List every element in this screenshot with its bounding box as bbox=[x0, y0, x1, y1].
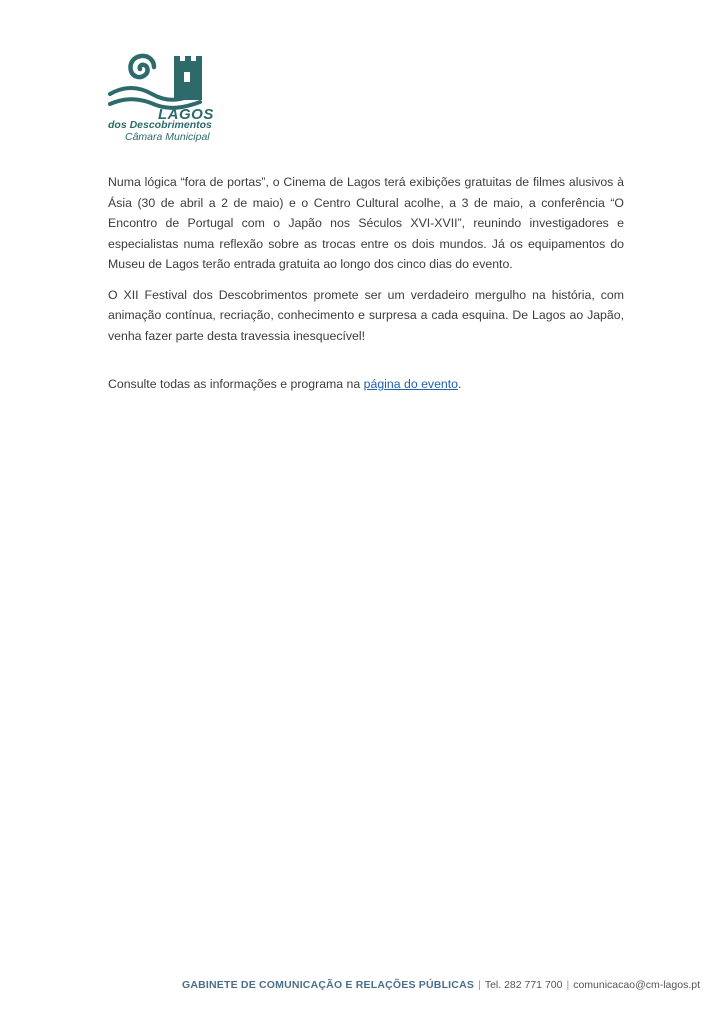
footer-separator: | bbox=[478, 979, 481, 991]
footer-separator-2: | bbox=[566, 979, 570, 991]
footer-department: GABINETE DE COMUNICAÇÃO E RELAÇÕES PÚBLICAS bbox=[181, 979, 475, 991]
logo-subtitle: dos Descobrimentos bbox=[108, 119, 212, 131]
logo-lagos-text: LAGOS bbox=[158, 106, 214, 123]
cta-end: . bbox=[458, 377, 462, 391]
lagos-logo bbox=[108, 50, 218, 142]
paragraph-cta bbox=[108, 374, 624, 395]
footer-email[interactable]: comunicacao@cm-lagos.pt bbox=[573, 979, 700, 991]
event-page-link[interactable]: página do evento bbox=[363, 377, 459, 391]
paragraph-cinema: Numa lógica “fora de portas”, o Cinema de Lagos terá exibições gratuitas de filmes alusivos à Ásia (30 de abril a 2 de maio) e o Centro Cultural acolhe, a 3 de maio, a conferência “O Encontro de Portugal com o Japão nos Séculos XVI-XVII”, reunindo investigadores e especialistas numa reflexão sobre as trocas entre os dois mundos. Já os equipamentos do Museu de Lagos terão entrada gratuita ao longo dos cinco dias do evento. bbox=[108, 175, 624, 271]
document-body bbox=[108, 172, 624, 405]
logo-entity: Câmara Municipal bbox=[125, 131, 210, 143]
paragraph-festival: O XII Festival dos Descobrimentos promete ser um verdadeiro mergulho na história, com animação contínua, recriação, conhecimento e surpresa a cada esquina. De Lagos ao Japão, venha fazer parte desta travessia inesquecível! bbox=[108, 287, 624, 343]
footer-phone: Tel. 282 771 700 bbox=[484, 979, 563, 991]
cta-text: Consulte todas as informações e programa na bbox=[108, 377, 364, 391]
footer bbox=[182, 979, 700, 991]
